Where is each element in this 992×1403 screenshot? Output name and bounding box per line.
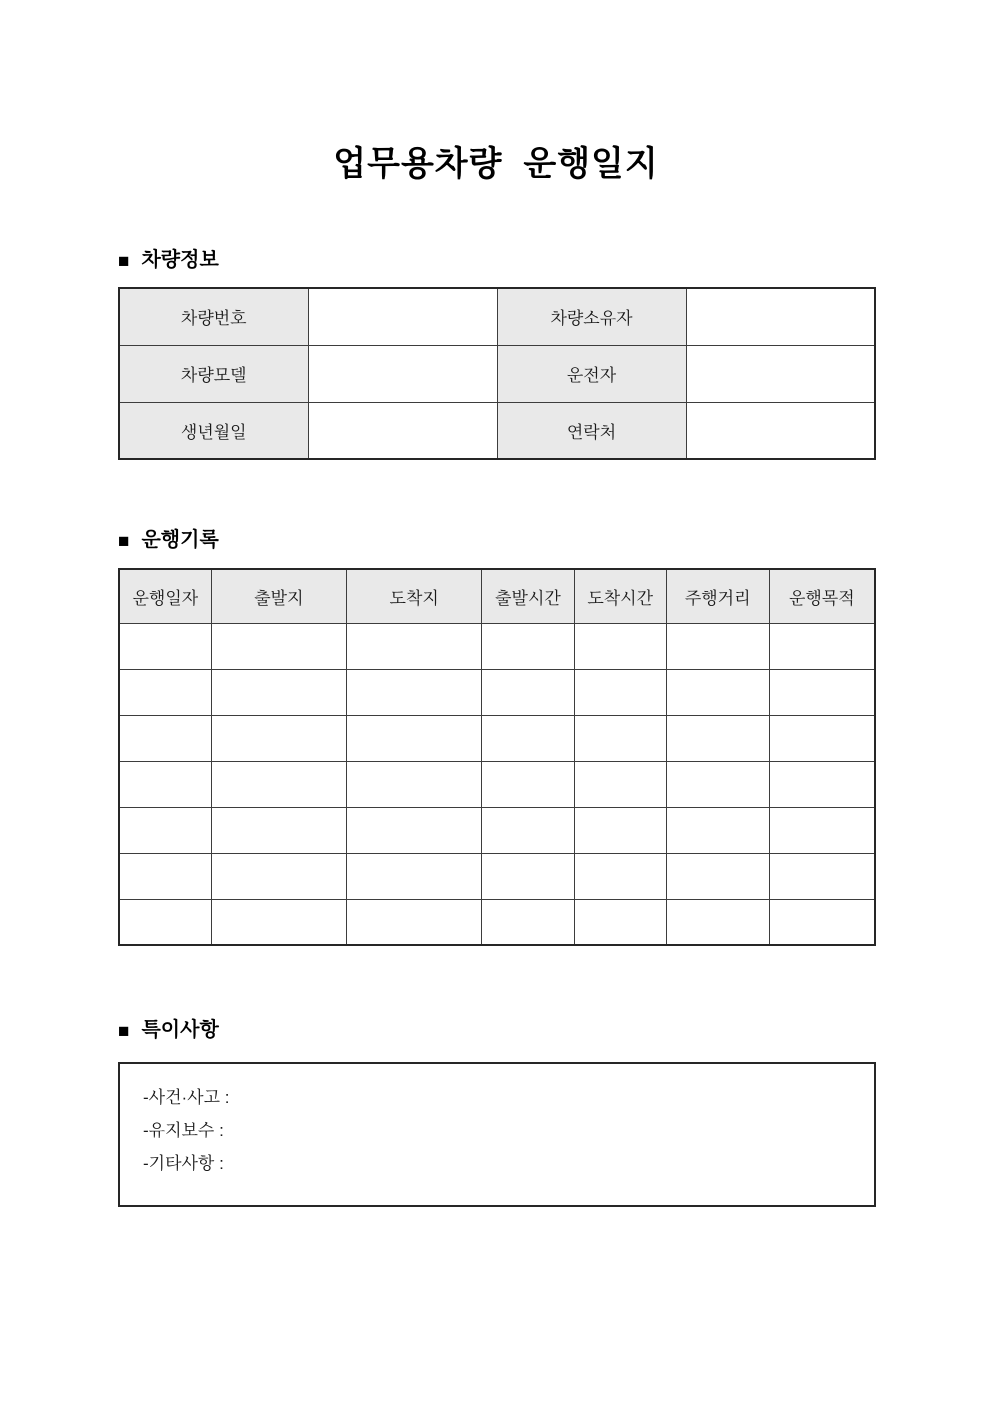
driving-log-empty-cell — [769, 807, 875, 853]
vehicle-info-value-cell — [686, 345, 875, 402]
section-header-notes — [118, 1018, 876, 1042]
driving-log-empty-cell — [119, 623, 211, 669]
driving-log-empty-row — [119, 807, 875, 853]
driving-log-empty-cell — [482, 669, 574, 715]
driving-log-empty-cell — [666, 761, 769, 807]
driving-log-empty-cell — [119, 715, 211, 761]
section-heading-notes: 특이사항 — [141, 1019, 219, 1041]
driving-log-table — [118, 568, 876, 946]
vehicle-info-value-cell — [308, 288, 497, 345]
vehicle-info-value-cell — [686, 288, 875, 345]
vehicle-info-row — [119, 345, 875, 402]
driving-log-empty-cell — [574, 623, 666, 669]
section-bullet-icon: ■ — [118, 1020, 130, 1042]
section-heading-vehicle-info: 차량정보 — [141, 249, 219, 271]
driving-log-empty-cell — [769, 669, 875, 715]
driving-log-empty-cell — [666, 899, 769, 945]
driving-log-empty-cell — [211, 761, 346, 807]
section-header-vehicle-info — [118, 248, 876, 272]
section-bullet-icon: ■ — [118, 530, 130, 552]
driving-log-empty-cell — [666, 623, 769, 669]
driving-log-empty-cell — [211, 669, 346, 715]
section-header-driving-log — [118, 528, 876, 552]
driving-log-body — [119, 623, 875, 945]
driving-log-empty-cell — [769, 623, 875, 669]
driving-log-empty-cell — [211, 853, 346, 899]
driving-log-empty-cell — [666, 853, 769, 899]
driving-log-empty-cell — [574, 899, 666, 945]
document-title: 업무용차량 운행일지 — [333, 145, 659, 183]
driving-log-empty-cell — [574, 807, 666, 853]
driving-log-empty-cell — [211, 623, 346, 669]
vehicle-info-value-cell — [308, 402, 497, 459]
driving-log-empty-cell — [211, 807, 346, 853]
driving-log-empty-row — [119, 715, 875, 761]
vehicle-info-label-cell: 차량모델 — [119, 345, 308, 402]
section-notes — [118, 1018, 876, 1207]
driving-log-empty-cell — [119, 669, 211, 715]
note-line-incidents: -사건·사고 : — [143, 1088, 230, 1107]
driving-log-empty-cell — [769, 761, 875, 807]
driving-log-empty-cell — [347, 761, 482, 807]
driving-log-empty-cell — [347, 899, 482, 945]
vehicle-info-value-cell — [308, 345, 497, 402]
driving-log-empty-cell — [347, 669, 482, 715]
driving-log-empty-cell — [482, 623, 574, 669]
driving-log-empty-cell — [119, 807, 211, 853]
section-bullet-icon: ■ — [118, 250, 130, 272]
driving-log-column-header: 도착시간 — [574, 569, 666, 623]
vehicle-info-label-cell: 생년월일 — [119, 402, 308, 459]
vehicle-info-label-cell: 연락처 — [497, 402, 686, 459]
section-driving-log — [118, 528, 876, 946]
driving-log-empty-cell — [211, 715, 346, 761]
driving-log-empty-cell — [482, 853, 574, 899]
driving-log-empty-row — [119, 899, 875, 945]
driving-log-empty-row — [119, 623, 875, 669]
driving-log-empty-cell — [769, 899, 875, 945]
driving-log-empty-cell — [666, 715, 769, 761]
driving-log-empty-cell — [482, 807, 574, 853]
section-vehicle-info — [118, 248, 876, 460]
vehicle-info-table — [118, 287, 876, 460]
driving-log-empty-cell — [574, 669, 666, 715]
driving-log-empty-cell — [211, 899, 346, 945]
vehicle-info-label-cell: 차량번호 — [119, 288, 308, 345]
driving-log-empty-cell — [482, 761, 574, 807]
driving-log-empty-cell — [769, 853, 875, 899]
driving-log-column-header: 출발지 — [211, 569, 346, 623]
driving-log-empty-cell — [666, 807, 769, 853]
driving-log-empty-cell — [347, 807, 482, 853]
driving-log-empty-cell — [666, 669, 769, 715]
driving-log-empty-cell — [119, 899, 211, 945]
driving-log-empty-row — [119, 853, 875, 899]
driving-log-empty-cell — [119, 761, 211, 807]
vehicle-info-value-cell — [686, 402, 875, 459]
driving-log-column-header: 주행거리 — [666, 569, 769, 623]
driving-log-header-row — [119, 569, 875, 623]
driving-log-empty-cell — [119, 853, 211, 899]
driving-log-column-header: 출발시간 — [482, 569, 574, 623]
driving-log-column-header: 도착지 — [347, 569, 482, 623]
vehicle-info-row — [119, 288, 875, 345]
driving-log-column-header: 운행일자 — [119, 569, 211, 623]
driving-log-empty-cell — [574, 853, 666, 899]
driving-log-empty-cell — [347, 623, 482, 669]
driving-log-empty-cell — [482, 899, 574, 945]
driving-log-empty-cell — [347, 715, 482, 761]
driving-log-empty-cell — [574, 761, 666, 807]
driving-log-empty-cell — [574, 715, 666, 761]
notes-box — [118, 1062, 876, 1207]
vehicle-info-label-cell: 운전자 — [497, 345, 686, 402]
note-line-other: -기타사항 : — [143, 1154, 224, 1173]
driving-log-empty-cell — [769, 715, 875, 761]
section-heading-driving-log: 운행기록 — [141, 529, 219, 551]
driving-log-empty-row — [119, 761, 875, 807]
driving-log-empty-row — [119, 669, 875, 715]
vehicle-info-row — [119, 402, 875, 459]
driving-log-column-header: 운행목적 — [769, 569, 875, 623]
vehicle-info-label-cell: 차량소유자 — [497, 288, 686, 345]
note-line-maintenance: -유지보수 : — [143, 1121, 224, 1140]
driving-log-empty-cell — [482, 715, 574, 761]
driving-log-empty-cell — [347, 853, 482, 899]
